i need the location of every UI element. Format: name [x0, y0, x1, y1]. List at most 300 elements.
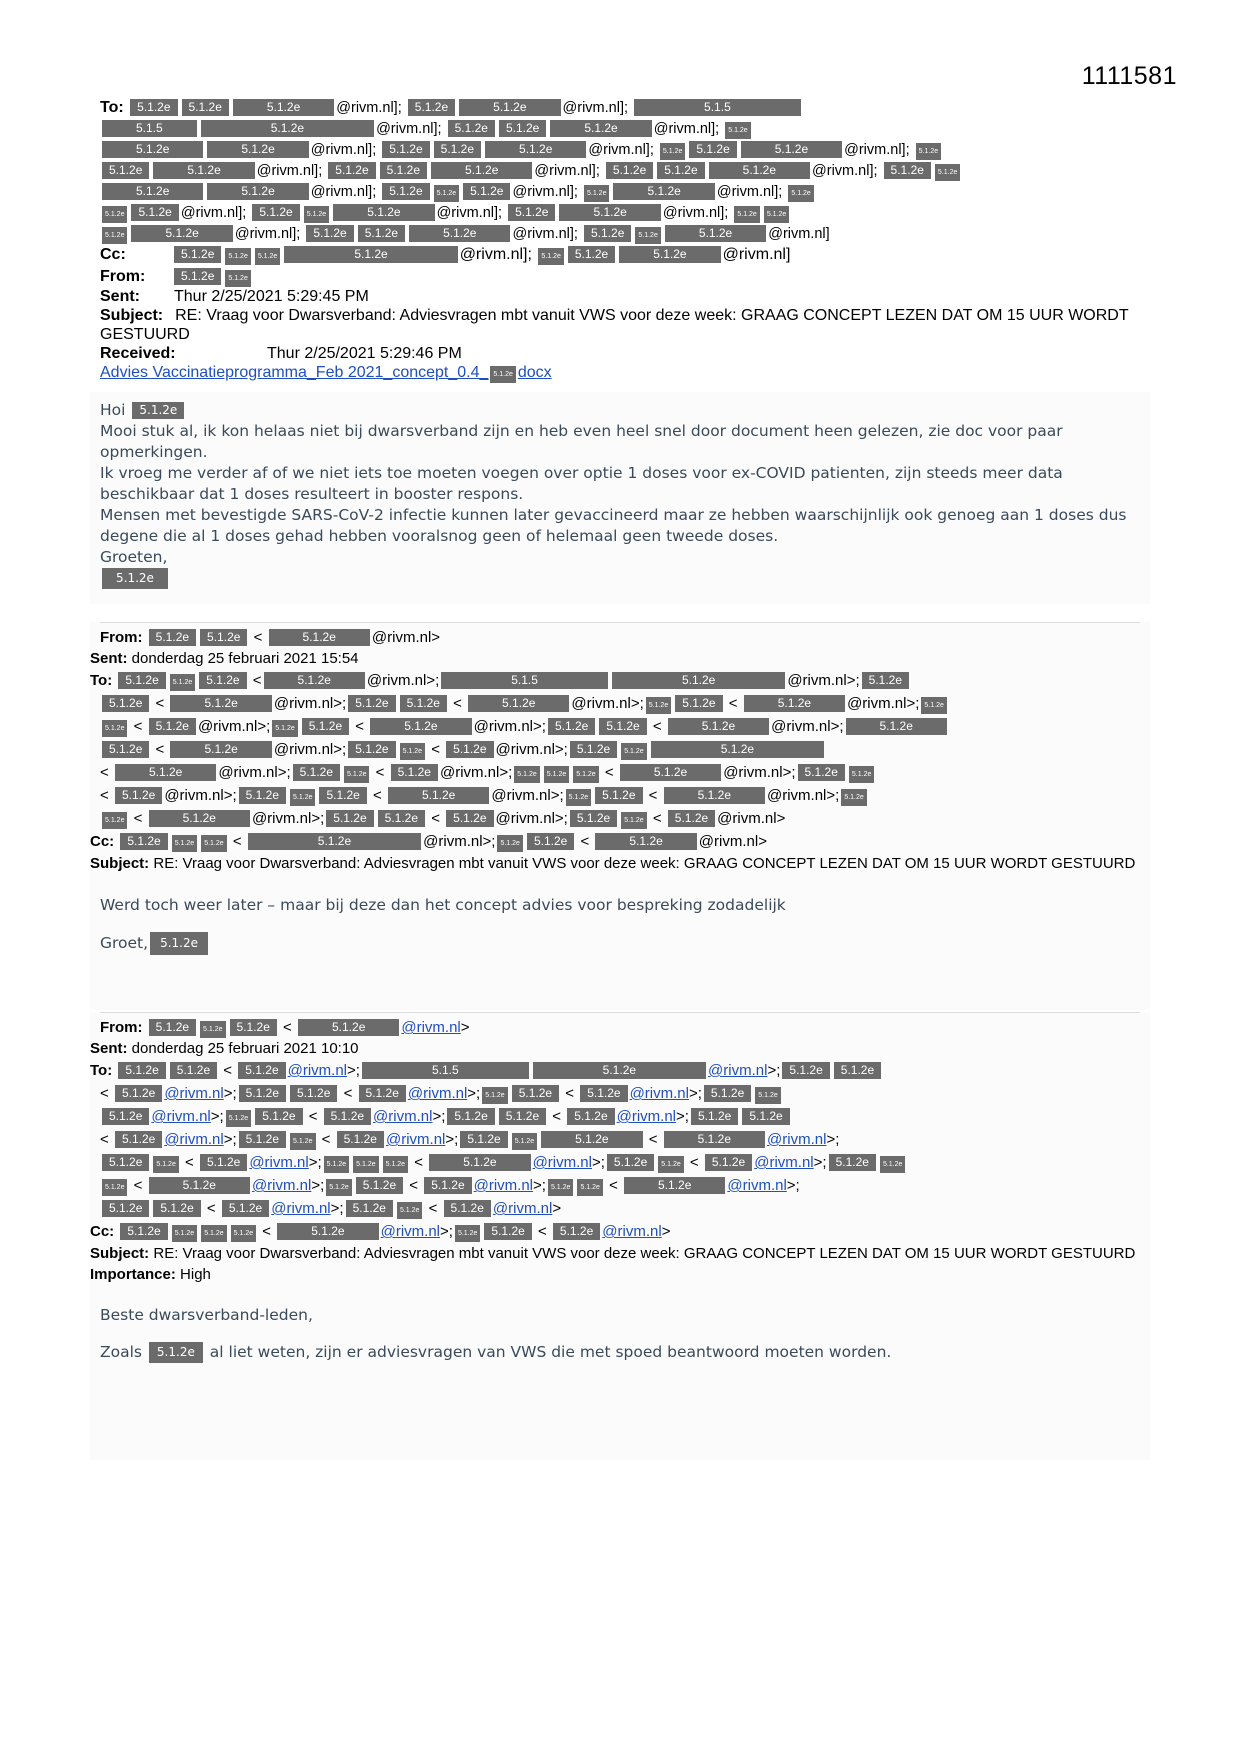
redaction: 5.1.2e: [174, 268, 221, 285]
redaction: 5.1.2e: [921, 697, 946, 714]
attachment-link[interactable]: [100, 364, 552, 381]
email-link[interactable]: @rivm.nl: [767, 1131, 827, 1148]
sent-label: Sent:: [90, 650, 128, 667]
to-row-cont: 5.1.2e < 5.1.2e @rivm.nl>; 5.1.2e 5.1.2e < 5.1.2e @rivm.nl>; 5.1.2e 5.1.2e < 5.1.2e @rivm.nl>; 5.1.2e: [100, 692, 1140, 715]
to-row-cont: 5.1.2e 5.1.2e < 5.1.2e @rivm.nl>; 5.1.2e 5.1.2e < 5.1.2e @rivm.nl>: [100, 1197, 1140, 1220]
redaction: 5.1.2e: [118, 1062, 165, 1079]
redaction: 5.1.2e: [584, 225, 631, 242]
redaction: 5.1.2e: [226, 1110, 251, 1127]
email-link[interactable]: @rivm.nl: [492, 1200, 553, 1217]
body-line: [100, 1342, 1140, 1363]
redaction: 5.1.2e: [378, 810, 425, 827]
redaction: 5.1.2e: [664, 1131, 765, 1148]
email-domain: @rivm.nl];: [512, 226, 578, 242]
redaction: 5.1.2e: [664, 787, 765, 804]
redaction: 5.1.2e: [348, 695, 395, 712]
email-link[interactable]: @rivm.nl: [385, 1131, 446, 1148]
redaction: 5.1.2e: [199, 672, 246, 689]
email: @rivm.nl>;: [771, 718, 844, 735]
email-domain: @rivm.nl];: [653, 121, 720, 137]
redaction: 5.1.5: [102, 120, 197, 137]
redaction: 5.1.2e: [744, 695, 845, 712]
to-recipients-cont: [100, 119, 1140, 139]
cc-row: [100, 245, 1140, 265]
email-domain: @rivm.nl]: [722, 246, 791, 263]
redaction: 5.1.2e: [397, 1202, 422, 1219]
redaction: 5.1.2e: [346, 1200, 393, 1217]
redaction: 5.1.2e: [580, 1085, 627, 1102]
attachment-row: [100, 363, 1140, 383]
email-domain: @rivm.nl];: [512, 184, 578, 200]
redaction: 5.1.2e: [326, 1179, 351, 1196]
redaction: 5.1.2e: [222, 1200, 269, 1217]
redaction: 5.1.2e: [862, 672, 909, 689]
redaction: 5.1.2e: [567, 1108, 614, 1125]
redaction: 5.1.2e: [102, 720, 127, 737]
from-label: From:: [100, 629, 143, 646]
redaction: 5.1.2e: [665, 225, 766, 242]
redaction: 5.1.2e: [577, 1179, 602, 1196]
redaction: 5.1.2e: [324, 1156, 349, 1173]
redaction: 5.1.2e: [102, 1154, 149, 1171]
redaction: 5.1.2e: [916, 143, 941, 160]
to-recipients-cont: [100, 182, 1140, 202]
cc-label: Cc:: [90, 1223, 115, 1240]
redaction: 5.1.2e: [328, 162, 375, 179]
email-domain: @rivm.nl];: [376, 121, 442, 137]
sent-row: [100, 287, 1140, 306]
redaction: 5.1.2e: [102, 1179, 127, 1196]
redaction: 5.1.2e: [358, 225, 405, 242]
redaction: 5.1.2e: [734, 206, 759, 223]
redaction: 5.1.2e: [400, 695, 447, 712]
message2: [90, 622, 1150, 1010]
redaction: 5.1.2e: [153, 162, 254, 179]
to-row-cont: < 5.1.2e @rivm.nl>; 5.1.2e 5.1.2e < 5.1.2e @rivm.nl>; 5.1.2e 5.1.2e 5.1.2e < 5.1.2e @rivm.nl>;: [100, 1131, 840, 1148]
redaction: 5.1.2e: [319, 787, 366, 804]
closing: [100, 932, 1140, 955]
email: @rivm.nl>;: [847, 695, 920, 712]
redaction: 5.1.2e: [566, 789, 591, 806]
redaction: 5.1.2e: [255, 248, 280, 265]
email-domain: @rivm.nl];: [256, 163, 323, 179]
closing-text: Groet,: [100, 934, 149, 952]
email: @rivm.nl>;: [197, 718, 271, 735]
email-domain: @rivm.nl];: [588, 142, 654, 158]
from-label: From:: [100, 268, 146, 285]
redaction: 5.1.2e: [264, 672, 365, 689]
redaction: 5.1.2e: [846, 718, 947, 735]
subject-row: [90, 1243, 1140, 1264]
redaction: 5.1.2e: [482, 1087, 507, 1104]
email-link[interactable]: @rivm.nl: [151, 1108, 211, 1125]
redaction: 5.1.2e: [742, 1108, 789, 1125]
redaction: 5.1.2e: [741, 141, 842, 158]
email-domain: @rivm.nl];: [436, 205, 503, 221]
redaction: 5.1.2e: [153, 1200, 200, 1217]
subject-value: RE: Vraag voor Dwarsverband: Adviesvragen mbt vanuit VWS voor deze week: GRAAG CONCEPT LEZEN DAT OM 15 UUR WORDT GESTUURD: [153, 1245, 1136, 1262]
to-row-cont: 5.1.2e @rivm.nl>; 5.1.2e 5.1.2e < 5.1.2e @rivm.nl>; 5.1.2e 5.1.2e < 5.1.2e @rivm.nl>; 5.1.2e 5.1.2e: [100, 1105, 1140, 1128]
to-row-cont: 5.1.2e 5.1.2e < 5.1.2e @rivm.nl>; 5.1.2e 5.1.2e 5.1.2e < 5.1.2e @rivm.nl>; 5.1.2e 5.1.2e < 5.1.2e @rivm.nl>; 5.1.2e 5.1.2e: [100, 1151, 1140, 1174]
redaction: 5.1.2e: [200, 629, 247, 646]
email: @rivm.nl>;: [439, 764, 513, 781]
redaction: 5.1.2e: [383, 1156, 408, 1173]
redaction: 5.1.2e: [599, 718, 646, 735]
greeting: [100, 400, 1140, 421]
redaction: 5.1.2e: [131, 204, 178, 221]
redaction: 5.1.2e: [880, 1156, 905, 1173]
email: @rivm.nl>;: [423, 833, 496, 850]
email-domain: @rivm.nl];: [662, 205, 729, 221]
redaction: 5.1.2e: [359, 1085, 406, 1102]
from-row: From: 5.1.2e 5.1.2e < 5.1.2e @rivm.nl>: [100, 629, 441, 646]
redaction: 5.1.2e: [468, 695, 569, 712]
redaction: 5.1.2e: [170, 741, 271, 758]
redaction: 5.1.2e: [269, 629, 370, 646]
sent-row: [90, 1038, 1140, 1059]
redaction: 5.1.2e: [485, 141, 586, 158]
message2-header: [90, 623, 1150, 874]
redaction: 5.1.2e: [200, 1154, 247, 1171]
sent-value: donderdag 25 februari 2021 15:54: [131, 650, 359, 667]
email-domain: @rivm.nl];: [534, 163, 600, 179]
body-suffix: al liet weten, zijn er adviesvragen van VWS die met spoed beantwoord moeten worden.: [209, 1343, 892, 1361]
redaction: 5.1.2e: [230, 1019, 277, 1036]
email-link[interactable]: @rivm.nl: [473, 1177, 534, 1194]
redaction: 5.1.2e: [444, 1200, 491, 1217]
to-row-cont: 5.1.2e < 5.1.2e @rivm.nl>; 5.1.2e 5.1.2e < 5.1.2e @rivm.nl>; 5.1.2e 5.1.2e 5.1.2e: [100, 738, 1140, 761]
redaction: 5.1.2e: [149, 629, 196, 646]
redaction: 5.1.2e: [149, 1177, 250, 1194]
cc-label: Cc:: [90, 833, 115, 850]
sent-label: Sent:: [90, 1040, 128, 1057]
importance-row: [90, 1264, 1140, 1285]
closing: Groeten,: [100, 548, 168, 566]
redaction: 5.1.2e: [538, 248, 563, 265]
redaction: 5.1.2e: [170, 1062, 217, 1079]
redaction: 5.1.2e: [290, 1085, 337, 1102]
importance-value: High: [180, 1266, 211, 1283]
redaction: 5.1.2e: [120, 1223, 167, 1240]
redaction: 5.1.2e: [248, 833, 421, 850]
redaction: 5.1.2e: [231, 1225, 256, 1242]
email-link[interactable]: @rivm.nl: [249, 1154, 309, 1171]
to-row-cont: < 5.1.2e @rivm.nl>; 5.1.2e 5.1.2e < 5.1.2e @rivm.nl>; 5.1.2e 5.1.2e 5.1.2e < 5.1.2e @rivm.nl>; 5.1.2e 5.1.2e: [100, 761, 1140, 784]
redaction: 5.1.2e: [613, 183, 714, 200]
redaction: 5.1.2e: [624, 1177, 725, 1194]
redaction: 5.1.2e: [499, 120, 546, 137]
email-domain: @rivm.nl];: [336, 100, 402, 116]
email-link[interactable]: @rivm.nl: [708, 1062, 768, 1079]
redaction: 5.1.2e: [657, 162, 704, 179]
email-link[interactable]: @rivm.nl: [287, 1062, 348, 1079]
to-recipients-cont: [100, 224, 1140, 244]
redaction: 5.1.2e: [344, 766, 369, 783]
redaction: 5.1.2e: [284, 246, 457, 263]
redaction: 5.1.2e: [755, 1087, 780, 1104]
redaction: 5.1.2e: [118, 672, 165, 689]
paragraph-3: Mensen met bevestigde SARS-CoV-2 infectie kunnen later gevaccineerd maar ze hebben waarschijnlijk ook genoeg aan 1 doses dus degene die al 1 doses gehad hebben vooralsnog geen of helemaal geen tweede doses.: [100, 506, 1127, 545]
redaction: 5.1.2e: [446, 810, 493, 827]
redaction: 5.1.2e: [102, 183, 203, 200]
cc-row: Cc: 5.1.2e 5.1.2e 5.1.2e < 5.1.2e @rivm.nl>; 5.1.2e 5.1.2e < 5.1.2e @rivm.nl>: [90, 833, 767, 850]
redaction: 5.1.2e: [149, 1019, 196, 1036]
redaction: 5.1.2e: [149, 810, 250, 827]
email-header: [100, 98, 1140, 383]
email-link[interactable]: @rivm.nl: [401, 1019, 461, 1036]
sent-value: donderdag 25 februari 2021 10:10: [131, 1040, 359, 1057]
redaction: 5.1.5: [441, 672, 608, 689]
redaction: 5.1.2e: [429, 1154, 530, 1171]
redaction: 5.1.2e: [849, 766, 874, 783]
subject-label: Subject:: [90, 855, 150, 872]
email: @rivm.nl>: [717, 810, 786, 827]
redaction: 5.1.2e: [660, 143, 685, 160]
redaction: 5.1.2e: [607, 1154, 654, 1171]
to-label: To:: [90, 672, 113, 689]
redaction: 5.1.2e: [595, 833, 696, 850]
email-link[interactable]: @rivm.nl: [271, 1200, 331, 1217]
email-link[interactable]: @rivm.nl: [629, 1085, 689, 1102]
redaction: 5.1.2e: [568, 246, 615, 263]
redaction: 5.1.2e: [533, 1062, 706, 1079]
message3-header: [90, 1013, 1150, 1285]
redaction: 5.1.2e: [130, 99, 177, 116]
email-link[interactable]: @rivm.nl: [532, 1154, 592, 1171]
email-domain: @rivm.nl];: [310, 142, 377, 158]
redaction: 5.1.2e: [225, 270, 250, 287]
redaction: 5.1.2e: [484, 1223, 531, 1240]
email: @rivm.nl>: [371, 629, 441, 646]
email: @rivm.nl>;: [491, 787, 564, 804]
redaction: 5.1.2e: [131, 225, 232, 242]
redaction: 5.1.2e: [499, 1108, 546, 1125]
redaction: 5.1.2e: [115, 1085, 162, 1102]
greeting-text: Hoi: [100, 401, 126, 419]
redaction: 5.1.2e: [388, 787, 489, 804]
redaction: 5.1.2e: [120, 833, 167, 850]
body-line: Werd toch weer later – maar bij deze dan het concept advies voor bespreking zodadelijk: [100, 896, 786, 914]
email: @rivm.nl>;: [473, 718, 546, 735]
cc-label: Cc:: [100, 246, 126, 263]
email: @rivm.nl>: [698, 833, 767, 850]
email: @rivm.nl>;: [495, 810, 568, 827]
redaction: 5.1.2e: [277, 1223, 378, 1240]
to-row-cont: < 5.1.2e @rivm.nl>; 5.1.2e 5.1.2e < 5.1.2e @rivm.nl>; 5.1.2e 5.1.2e < 5.1.2e @rivm.nl>; 5.1.2e 5.1.2e: [100, 1082, 1140, 1105]
redaction: 5.1.2e: [182, 99, 229, 116]
redaction: 5.1.2e: [512, 1085, 559, 1102]
redaction: 5.1.2e: [102, 162, 149, 179]
subject-row: [100, 306, 1140, 344]
redaction: 5.1.2e: [102, 568, 168, 589]
email: @rivm.nl>;: [723, 764, 796, 781]
to-recipients-cont: [100, 203, 1140, 223]
redaction: 5.1.2e: [326, 810, 373, 827]
redaction: 5.1.2e: [584, 185, 609, 202]
email-link[interactable]: @rivm.nl: [602, 1223, 662, 1240]
email: @rivm.nl>;: [273, 695, 347, 712]
email-link[interactable]: @rivm.nl: [727, 1177, 787, 1194]
redaction: 5.1.2e: [798, 764, 845, 781]
from-row: From: 5.1.2e 5.1.2e 5.1.2e < 5.1.2e @rivm.nl>: [100, 1019, 470, 1036]
redaction: 5.1.2e: [150, 932, 208, 955]
redaction: 5.1.2e: [102, 741, 149, 758]
redaction: 5.1.2e: [200, 1021, 225, 1038]
redaction: 5.1.2e: [704, 1085, 751, 1102]
email: @rivm.nl>;: [164, 787, 237, 804]
redaction: 5.1.2e: [490, 366, 515, 383]
from-row: [100, 267, 1140, 287]
redaction: 5.1.2e: [233, 99, 334, 116]
redaction: 5.1.2e: [201, 120, 374, 137]
redaction: 5.1.5: [634, 99, 801, 116]
to-label: To:: [100, 99, 124, 116]
email-link[interactable]: @rivm.nl: [164, 1085, 224, 1102]
subject-value: RE: Vraag voor Dwarsverband: Adviesvragen mbt vanuit VWS voor deze week: GRAAG CONCEPT LEZEN DAT OM 15 UUR WORDT GESTUURD: [153, 855, 1136, 872]
message1-body: [90, 392, 1150, 604]
email: @rivm.nl>;: [273, 741, 347, 758]
redaction: 5.1.2e: [102, 206, 127, 223]
redaction: 5.1.2e: [102, 227, 127, 244]
redaction: 5.1.2e: [115, 764, 216, 781]
redaction: 5.1.2e: [408, 99, 455, 116]
redaction: 5.1.2e: [691, 1108, 738, 1125]
email-domain: @rivm.nl];: [716, 184, 783, 200]
redaction: 5.1.2e: [252, 204, 299, 221]
redaction: 5.1.2e: [782, 1062, 829, 1079]
received-row: [100, 344, 1140, 363]
redaction: 5.1.2e: [527, 833, 574, 850]
redaction: 5.1.2e: [646, 697, 671, 714]
email-domain: @rivm.nl];: [459, 246, 532, 263]
redaction: 5.1.2e: [621, 743, 646, 760]
redaction: 5.1.2e: [550, 120, 651, 137]
email-link[interactable]: @rivm.nl: [380, 1223, 441, 1240]
redaction: 5.1.2e: [239, 1085, 286, 1102]
redaction: 5.1.2e: [463, 183, 510, 200]
redaction: 5.1.2e: [293, 764, 340, 781]
redaction: 5.1.2e: [272, 720, 297, 737]
redaction: 5.1.2e: [434, 141, 481, 158]
redaction: 5.1.2e: [102, 1108, 149, 1125]
redaction: 5.1.2e: [508, 204, 555, 221]
paragraph-1: Mooi stuk al, ik kon helaas niet bij dwarsverband zijn en heb even heel snel door document heen gelezen, zie doc voor paar opmerkingen.: [100, 422, 1063, 461]
email-link[interactable]: @rivm.nl: [754, 1154, 814, 1171]
email-domain: @rivm.nl];: [812, 163, 878, 179]
to-row: To: 5.1.2e 5.1.2e < 5.1.2e @rivm.nl>; 5.1.5 5.1.2e @rivm.nl>; 5.1.2e 5.1.2e: [90, 1059, 1140, 1082]
redaction: 5.1.2e: [382, 141, 429, 158]
redaction: 5.1.2e: [149, 718, 196, 735]
redaction: 5.1.2e: [337, 1131, 384, 1148]
email-link[interactable]: @rivm.nl: [407, 1085, 468, 1102]
redaction: 5.1.2e: [333, 204, 434, 221]
redaction: 5.1.2e: [764, 206, 789, 223]
email-domain: @rivm.nl];: [180, 205, 247, 221]
to-row: [100, 98, 1140, 118]
redaction: 5.1.2e: [149, 1342, 203, 1363]
redaction: 5.1.2e: [207, 141, 308, 158]
email: @rivm.nl>;: [366, 672, 440, 689]
email-link[interactable]: @rivm.nl: [373, 1108, 433, 1125]
subject-label: Subject:: [90, 1245, 150, 1262]
redaction: 5.1.2e: [431, 162, 532, 179]
redaction: 5.1.2e: [459, 99, 560, 116]
redaction: 5.1.2e: [612, 672, 785, 689]
redaction: 5.1.2e: [255, 1108, 302, 1125]
redaction: 5.1.2e: [512, 1133, 537, 1150]
message3-text: [90, 1305, 1150, 1363]
to-recipients-cont: [100, 161, 1140, 181]
redaction: 5.1.2e: [356, 1177, 403, 1194]
redaction: 5.1.2e: [324, 1108, 371, 1125]
redaction: 5.1.2e: [725, 122, 750, 139]
email: @rivm.nl>;: [787, 672, 860, 689]
redaction: 5.1.2e: [239, 787, 286, 804]
redaction: 5.1.2e: [834, 1062, 881, 1079]
redaction: 5.1.2e: [380, 162, 427, 179]
redaction: 5.1.2e: [573, 766, 598, 783]
redaction: 5.1.2e: [391, 764, 438, 781]
document-id: 1111581: [1081, 62, 1177, 90]
redaction: 5.1.2e: [102, 695, 149, 712]
email: @rivm.nl>;: [767, 787, 840, 804]
redaction: 5.1.2e: [102, 1200, 149, 1217]
attachment-name-prefix: Advies Vaccinatieprogramma_Feb 2021_concept_0.4_: [100, 364, 489, 381]
redaction: 5.1.2e: [170, 695, 271, 712]
message3: [90, 1012, 1150, 1460]
redaction: 5.1.2e: [541, 1131, 642, 1148]
sent-row: [90, 648, 1140, 669]
email-link[interactable]: @rivm.nl: [164, 1131, 224, 1148]
email-link[interactable]: @rivm.nl: [251, 1177, 312, 1194]
email: @rivm.nl>;: [571, 695, 644, 712]
body-prefix: Zoals: [100, 1343, 142, 1361]
redaction: 5.1.2e: [153, 1156, 178, 1173]
redaction: 5.1.2e: [619, 246, 720, 263]
email: @rivm.nl>;: [495, 741, 568, 758]
email-domain: @rivm.nl]: [768, 226, 830, 242]
redaction: 5.1.2e: [170, 674, 195, 691]
redaction: 5.1.2e: [841, 789, 866, 806]
email: @rivm.nl>;: [218, 764, 291, 781]
redaction: 5.1.2e: [935, 164, 960, 181]
to-row: To: 5.1.2e 5.1.2e 5.1.2e < 5.1.2e @rivm.nl>; 5.1.5 5.1.2e @rivm.nl>; 5.1.2e: [90, 669, 1140, 692]
redaction: 5.1.2e: [102, 812, 127, 829]
redaction: 5.1.2e: [884, 162, 931, 179]
redaction: 5.1.2e: [658, 1156, 683, 1173]
to-recipients: [128, 100, 803, 116]
subject-value: RE: Vraag voor Dwarsverband: Adviesvragen mbt vanuit VWS voor deze week: GRAAG CONCEPT LEZEN DAT OM 15 UUR WORDT GESTUURD: [100, 307, 1129, 343]
redaction: 5.1.2e: [788, 185, 813, 202]
redaction: 5.1.2e: [132, 402, 184, 419]
redaction: 5.1.2e: [239, 1131, 286, 1148]
subject-label: Subject:: [100, 307, 164, 324]
to-label: To:: [90, 1062, 113, 1079]
importance-label: Importance:: [90, 1266, 176, 1283]
redaction: 5.1.2e: [514, 766, 539, 783]
redaction: 5.1.2e: [434, 185, 459, 202]
redaction: 5.1.2e: [172, 835, 197, 852]
redaction: 5.1.2e: [455, 1225, 480, 1242]
sent-label: Sent:: [100, 288, 140, 305]
redaction: 5.1.2e: [635, 227, 660, 244]
email-link[interactable]: @rivm.nl: [616, 1108, 677, 1125]
redaction: 5.1.2e: [446, 741, 493, 758]
redaction: 5.1.2e: [570, 741, 617, 758]
redaction: 5.1.2e: [559, 204, 660, 221]
redaction: 5.1.2e: [290, 789, 315, 806]
redaction: 5.1.2e: [448, 120, 495, 137]
